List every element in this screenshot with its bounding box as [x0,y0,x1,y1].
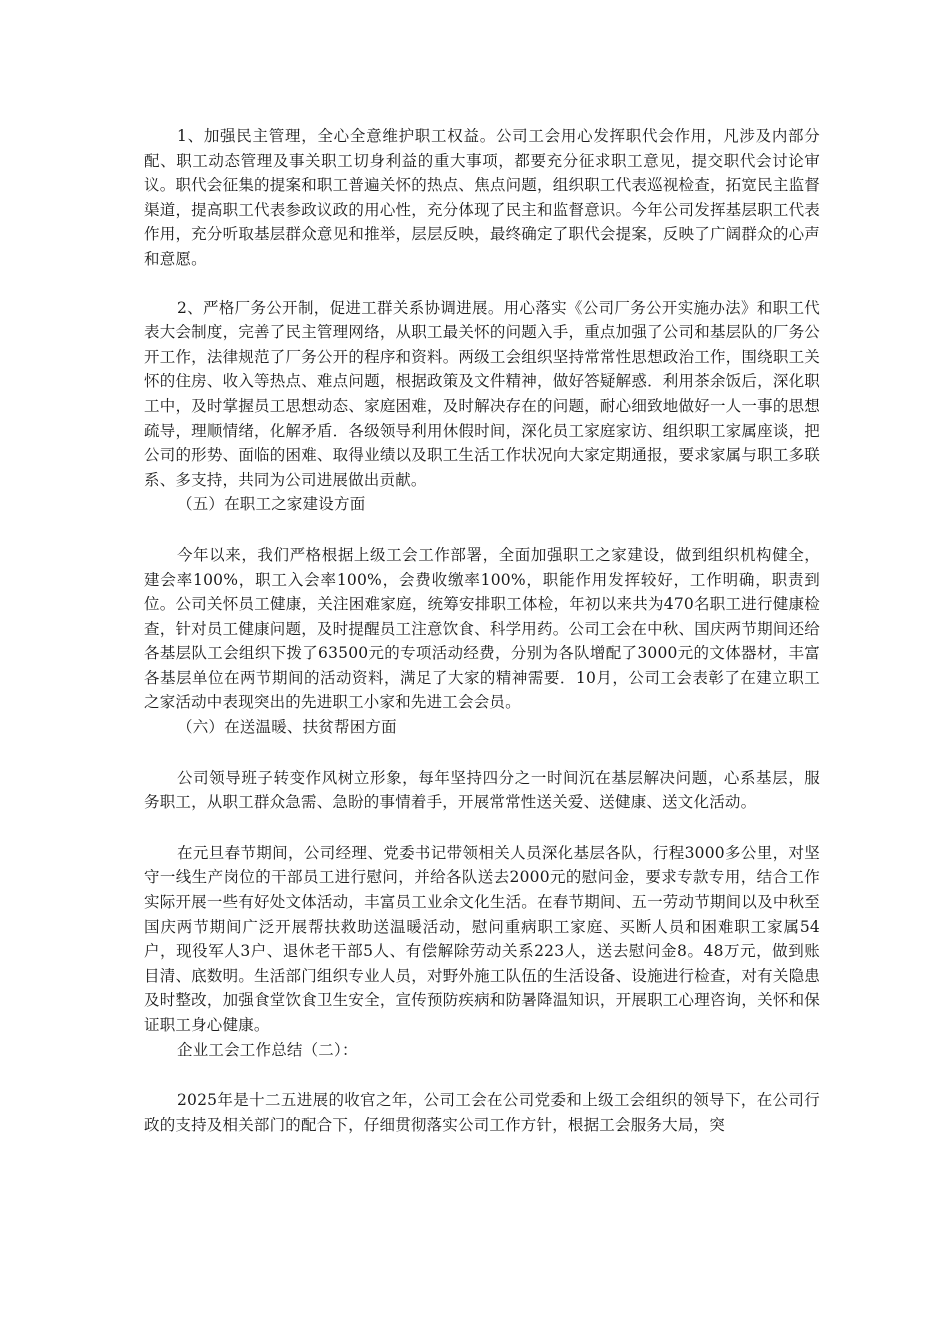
paragraph-democratic-management: 1、加强民主管理，全心全意维护职工权益。公司工会用心发挥职代会作用，凡涉及内部分配、职工动态管理及事关职工切身利益的重大事项，都要充分征求职工意见，提交职代会讨论审议。职代会征集的提案和职工普遍关怀的热点、焦点问题，组织职工代表巡视检查，拓宽民主监督渠道，提高职工代表参政议政的用心性，充分体现了民主和监督意识。今年公司发挥基层职工代表作用，充分听取基层群众意见和推举，层层反映，最终确定了职代会提案，反映了广阔群众的心声和意愿。 [144,127,820,268]
section-heading-workers-home: （五）在职工之家建设方面 [177,495,366,514]
section-heading-summary-two: 企业工会工作总结（二）： [177,1040,358,1059]
paragraph-workers-home: 今年以来，我们严格根据上级工会工作部署，全面加强职工之家建设，做到组织机构健全，建会率100%，职工入会率100%，会费收缴率100%，职能作用发挥较好，工作明确，职责到位。公司关怀员工健康，关注困难家庭，统筹安排职工体检，年初以来共为470名职工进行健康检查，针对员工健康问题，及时提醒员工注意饮食、科学用药。公司工会在中秋、国庆两节期间还给各基层队工会组织下拨了63500元的专项活动经费，分别为各队增配了3000元的文体器材，丰富各基层单位在两节期间的活动资料，满足了大家的精神需要．10月，公司工会表彰了在建立职工之家活动中表现突出的先进职工小家和先进工会会员。 [144,545,820,712]
document-body [144,124,820,1137]
section-heading-poverty-relief: （六）在送温暖、扶贫帮困方面 [177,718,397,737]
paragraph-summary-intro: 2025年是十二五进展的收官之年，公司工会在公司党委和上级工会组织的领导下，在公司行政的支持及相关部门的配合下，仔细贯彻落实公司工作方针，根据工会服务大局，突 [144,1091,820,1134]
paragraph-spring-festival: 在元旦春节期间，公司经理、党委书记带领相关人员深化基层各队，行程3000多公里，对坚守一线生产岗位的干部员工进行慰问，并给各队送去2000元的慰问金，要求专款专用，结合工作实际开展一些有好处文体活动，丰富员工业余文化生活。在春节期间、五一劳动节期间以及中秋至国庆两节期间广泛开展帮扶救助送温暖活动，慰问重病职工家庭、买断人员和困难职工家属54户，现役军人3户、退休老干部5人、有偿解除劳动关系223人，送去慰问金8。48万元，做到账目清、底数明。生活部门组织专业人员，对野外施工队伍的生活设备、设施进行检查，对有关隐患及时整改，加强食堂饮食卫生安全，宣传预防疾病和防暑降温知识，开展职工心理咨询，关怀和保证职工身心健康。 [144,843,820,1034]
paragraph-factory-affairs: 2、严格厂务公开制，促进工群关系协调进展。用心落实《公司厂务公开实施办法》和职工代表大会制度，完善了民主管理网络，从职工最关怀的问题入手，重点加强了公司和基层队的厂务公开工作，法律规范了厂务公开的程序和资料。两级工会组织坚持常常性思想政治工作，围绕职工关怀的住房、收入等热点、难点问题，根据政策及文件精神，做好答疑解惑．利用茶余饭后，深化职工中，及时掌握员工思想动态、家庭困难，及时解决存在的问题，耐心细致地做好一人一事的思想疏导，理顺情绪，化解矛盾．各级领导利用休假时间，深化员工家庭家访、组织职工家属座谈，把公司的形势、面临的困难、取得业绩以及职工生活工作状况向大家定期通报，要求家属与职工多联系、多支持，共同为公司进展做出贡献。 [144,298,820,489]
paragraph-leadership-style: 公司领导班子转变作风树立形象，每年坚持四分之一时间沉在基层解决问题，心系基层，服务职工，从职工群众急需、急盼的事情着手，开展常常性送关爱、送健康、送文化活动。 [144,768,820,812]
